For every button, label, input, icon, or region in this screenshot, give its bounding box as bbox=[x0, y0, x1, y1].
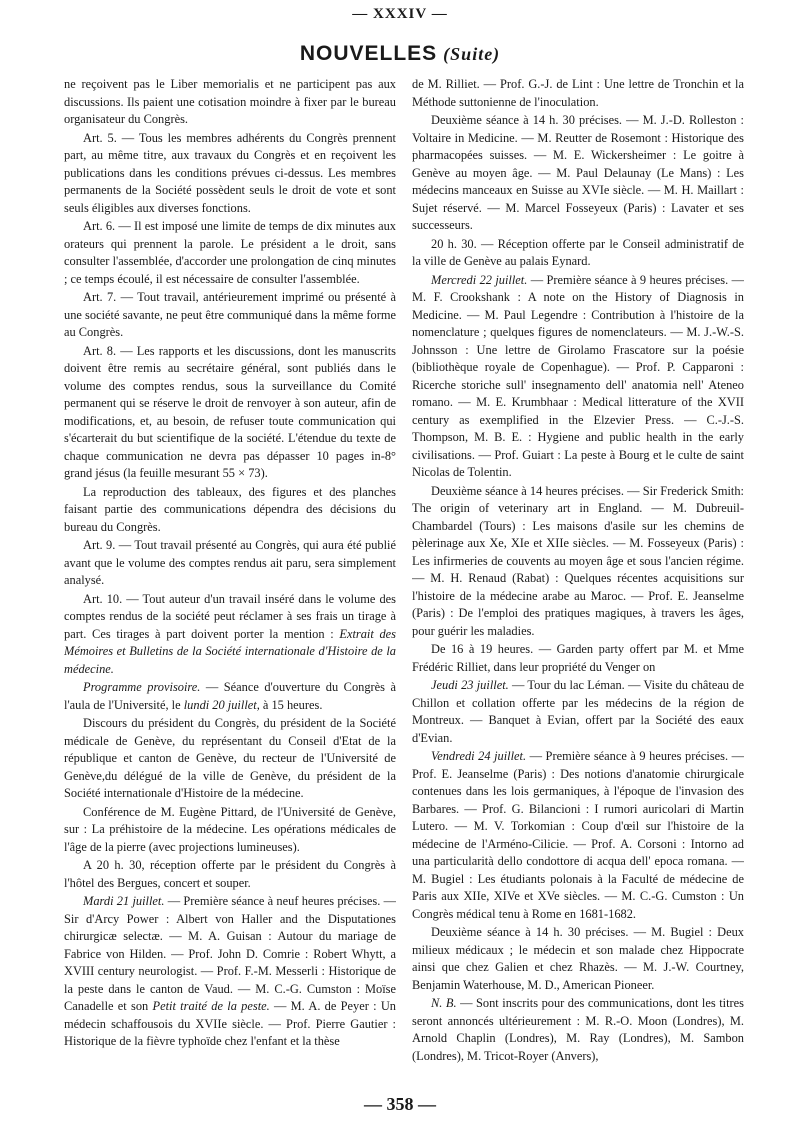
section-title-suffix: (Suite) bbox=[443, 44, 501, 64]
programme-date: lundi 20 juillet, bbox=[183, 697, 260, 712]
paragraph: A 20 h. 30, réception offerte par le président du Congrès à l'hôtel des Bergues, concert et souper. bbox=[64, 858, 396, 890]
paragraph: Deuxième séance à 14 h. 30 précises. — M. J.-D. Rolleston : Voltaire in Medicine. — M. Reutter de Rosemont : Historique des pharmacopées suisses. — M. E. Wickersheimer : Le goitre à Genève au moyen âge. — M. Paul Delaunay (Le Mans) : Les médecins manceaux en Suisse au XVIe siècle. — M. H. Maillart : Sujet réservé. — M. Marcel Fosseyeux (Paris) : Lavater et ses successeurs. bbox=[412, 113, 744, 232]
day-label: Mercredi 22 juillet. bbox=[431, 272, 528, 287]
article-5: Art. 5. — Tous les membres adhérents du Congrès prennent part, au même titre, aux travaux du Congrès et en reçoivent les publications dans les conditions prévues ci-dessus. Les membres permanents de la Société possèdent seuls le droit de vote et sont seuls éligibles aux diverses fonctions. bbox=[64, 130, 396, 215]
tuesday-session bbox=[64, 893, 396, 1051]
day-label: Jeudi 23 juillet. bbox=[431, 678, 509, 692]
session-text: — Première séance à 9 heures précises. — Prof. E. Jeanselme (Paris) : Des notions d'anatomie chirurgicale contenues dans les lois germaniques, à l'époque de l'invasion des Barbares. — Prof. G. Bilancioni : I rumori auricolari di Martin Lutero. — M. V. Torkomian : Coup d'œil sur l'histoire de la médecine de l'Arméno-Cilicie. — Prof. A. Corsoni : Intorno ad una particularità dello condottore di acqua dell' epoca romana. — M. Bugiel : Les étudiants polonais à la Faculté de médecine de Paris aux XIIe, XIVe et XVe siècles. — M. C.-G. Cumston : Un Congrès médical tenu à Rome en 1681-1682. bbox=[412, 749, 744, 921]
thursday-session bbox=[412, 677, 744, 747]
roman-page-number: — XXXIV — bbox=[352, 6, 448, 22]
paragraph: Conférence de M. Eugène Pittard, de l'Université de Genève, sur : La préhistoire de la médecine. Les opérations médicales de l'âge de la pierre (avec projections lumineuses). bbox=[64, 804, 396, 854]
programme-label: Programme provisoire. bbox=[83, 680, 201, 694]
wednesday-session bbox=[412, 272, 744, 482]
session-title: Petit traité de la peste. bbox=[152, 999, 270, 1013]
page-number: — 358 — bbox=[364, 1094, 436, 1114]
paragraph: 20 h. 30. — Réception offerte par le Conseil administratif de la ville de Genève au palais Eynard. bbox=[412, 236, 744, 268]
section-title bbox=[0, 42, 800, 66]
paragraph: Deuxième séance à 14 heures précises. — Sir Frederick Smith: The origin of veterinary art in England. — M. Dubreuil-Chambardel (Tours) : Les maisons d'asile sur les chemins de pèlerinage aux Xe, XIe et XIIe siècles. — M. Fosseyeux (Paris) : Les infirmeries de couvents au moyen âge et sous l'ancien régime. — M. H. Renaud (Rabat) : Quelques récentes acquisitions sur l'histoire de la médecine arabe au Maroc. — Prof. E. Jeanselme (Paris) : De l'emploi des pratiques magiques, à travers les âges, pour guérir les maladies. bbox=[412, 483, 744, 638]
session-text: — M. A. de Peyer : Un médecin schaffousois du XVIIe siècle. — Prof. Pierre Gautier : Historique de la fièvre typhoïde chez l'enfant et la thèse bbox=[64, 999, 396, 1048]
paragraph: De 16 à 19 heures. — Garden party offert par M. et Mme Frédéric Rilliet, dans leur propriété du Venger on bbox=[412, 642, 744, 674]
section-title-text: NOUVELLES bbox=[299, 42, 438, 65]
right-column bbox=[412, 76, 744, 1086]
day-label: Vendredi 24 juillet. bbox=[431, 749, 527, 763]
nota-bene bbox=[412, 995, 744, 1065]
article-10 bbox=[64, 591, 396, 679]
day-label: Mardi 21 juillet. bbox=[83, 894, 165, 908]
paragraph: Deuxième séance à 14 h. 30 précises. — M. Bugiel : Deux milieux médicaux ; le médecin et son malade chez Hippocrate ainsi que chez Galien et chez Rhazès. — M. J.-W. Courtney, Benjamin Waterhouse, M. D., American Pioneer. bbox=[412, 925, 744, 992]
article-6: Art. 6. — Il est imposé une limite de temps de dix minutes aux orateurs qui prennent la parole. Le président a le droit, sans consulter l'assemblée, d'accorder une prolongation de cinq minutes ; ce temps écoulé, il est nécessaire de consulter l'assemblée. bbox=[64, 219, 396, 286]
programme-time: à 15 heures. bbox=[259, 697, 323, 712]
session-text: — Tour du lac Léman. — Visite du château de Chillon et collation offerte par les médecins de la région de Montreux. — Banquet à Evian, offert par la Société des eaux d'Evian. bbox=[412, 678, 744, 745]
nota-bene-text: — Sont inscrits pour des communications, dont les titres seront annoncés ultérieurement : M. R.-O. Moon (Londres), M. Arnold Chaplin (Londres), M. Ray (Londres), M. Sambon (Londres), M. Tricot-Royer (Anvers), bbox=[412, 996, 744, 1063]
paragraph: Discours du président du Congrès, du président de la Société médicale de Genève, du représentant du Conseil d'Etat de la république et canton de Genève, du recteur de l'Université de Genève,du délégué de la ville de Genève, du président de la Société internationale d'Histoire de la médecine. bbox=[64, 716, 396, 800]
article-9: Art. 9. — Tout travail présenté au Congrès, qui aura été publié avant que le volume des comptes rendus ait paru, sera simplement analysé. bbox=[64, 538, 396, 587]
programme-text: — Séance d'ouverture du Congrès à l'aula de l'Université, le bbox=[64, 680, 396, 712]
article-7: Art. 7. — Tout travail, antérieurement imprimé ou présenté à une société savante, ne peut être communiqué dans la même forme au Congrès. bbox=[64, 290, 396, 339]
left-column bbox=[64, 76, 396, 1086]
session-text: — Première séance à 9 heures précises. — M. F. Crookshank : A note on the History of Diagnosis in Medicine. — M. Paul Legendre : Contribution à l'histoire de la nomenclature ; quelques figures de nomenclateurs. — M. J.-W.-S. Johnsson : Une lettre de Girolamo Frascatore sur la poésie (bibliothèque royale de Copenhague). — Prof. P. Capparoni : Ricerche storiche sull' insegnamento dell' anatomia nell' Ateneo romano. — M. E. Krumbhaar : Medical litterature of the XVII century as exemplified in the Elzevier Press. — C.-J.-S. Thompson, M. B. E. : Hygiene and public health in the early civilisations. — Prof. Guiart : La peste à Bourg et le culte de saint Nicolas de Tolentin. bbox=[412, 272, 744, 479]
article-10-mention: Extrait des Mémoires et Bulletins de la Société internationale d'Histoire de la médecine. bbox=[64, 626, 396, 676]
nota-bene-label: N. B. bbox=[431, 996, 457, 1010]
article-10-text: Art. 10. — Tout auteur d'un travail inséré dans le volume des comptes rendus de la société peut réclamer à ses frais un tirage à part. Ces tirages à part doivent porter la mention : bbox=[64, 591, 396, 641]
friday-session bbox=[412, 748, 744, 923]
paragraph: de M. Rilliet. — Prof. G.-J. de Lint : Une lettre de Tronchin et la Méthode suttonienne de l'inoculation. bbox=[412, 77, 744, 109]
session-text: — Première séance à neuf heures précises. — Sir d'Arcy Power : Albert von Haller and the Disputationes chirurgicæ selectæ. — M. A. Guisan : Autour du mariage de Fabrice von Hilden. — Prof. John D. Comrie : Robert Whytt, a XVIII century neurologist. — Prof. F.-M. Messerli : Historique de la peste dans le canton de Vaud. — M. C.-G. Cumston : Moïse Canadelle et son bbox=[64, 894, 396, 1013]
article-8: Art. 8. — Les rapports et les discussions, dont les manuscrits doivent être remis au secrétaire général, sont publiés dans le volume des comptes rendus, sous la surveillance du Comité permanent qui se réserve le droit de renvoyer à son auteur, afin de modifications, et, au besoin, de refuser toute communication qui s'écarterait du but scientifique de la société. L'étendue du texte de chaque communication ne devra pas dépasser 10 pages in-8° grand jésus (la feuille mesurant 55 × 73). bbox=[64, 343, 396, 480]
programme-intro bbox=[64, 679, 396, 714]
paragraph: ne reçoivent pas le Liber memorialis et ne participent pas aux discussions. Ils paient une cotisation moindre à fixer par le bureau organisateur du Congrès. bbox=[64, 77, 396, 126]
paragraph: La reproduction des tableaux, des figures et des planches faisant partie des communications dépendra des décisions du bureau du Congrès. bbox=[64, 484, 396, 534]
